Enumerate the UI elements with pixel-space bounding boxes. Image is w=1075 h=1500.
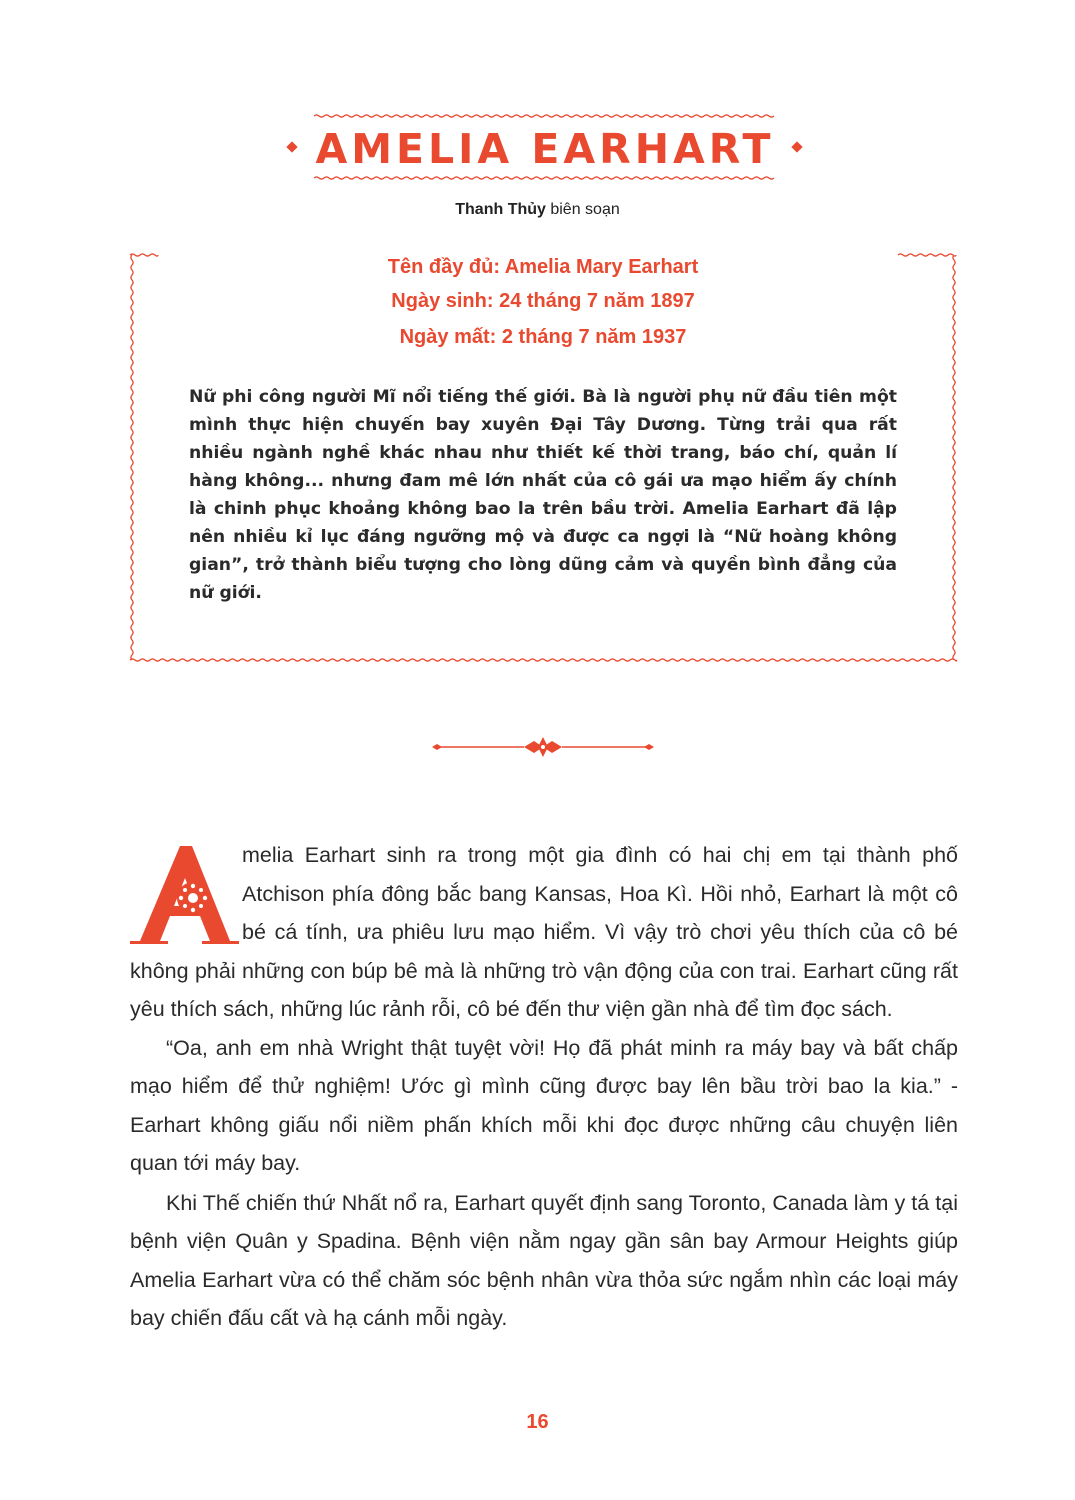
- paragraph: melia Earhart sinh ra trong một gia đình có hai chị em tại thành phố Atchison phía đông bắc bang Kansas, Hoa Kì. Hồi nhỏ, Earhart là một cô bé cá tính, ưa phiêu lưu mạo hiểm. Vì vậy trò chơi yêu thích của cô bé không phải những con búp bê mà là những trò vận động của con trai. Earhart cũng rất yêu thích sách, những lúc rảnh rỗi, cô bé đến thư viện gần nhà để tìm đọc sách.: [130, 843, 958, 1021]
- death-date: Ngày mất: 2 tháng 7 năm 1937: [399, 326, 687, 348]
- title-block: [280, 112, 810, 184]
- decorative-dropcap-a: [130, 842, 242, 944]
- author-role: biên soạn: [545, 201, 620, 218]
- full-name: Tên đầy đủ: Amelia Mary Earhart: [387, 256, 699, 278]
- page-number: 16: [526, 1411, 549, 1433]
- paragraph: Khi Thế chiến thứ Nhất nổ ra, Earhart quyết định sang Toronto, Canada làm y tá tại bệnh viện Quân y Spadina. Bệnh viện nằm ngay gần sân bay Armour Heights giúp Amelia Earhart vừa có thể chăm sóc bệnh nhân vừa thỏa sức ngắm nhìn các loại máy bay chiến đấu cất và hạ cánh mỗi ngày.: [130, 1190, 958, 1330]
- intro-summary: Nữ phi công người Mĩ nổi tiếng thế giới. Bà là người phụ nữ đầu tiên một mình thực hiện chuyến bay xuyên Đại Tây Dương. Từng trải qua rất nhiều ngành nghề khác nhau như thiết kế thời trang, báo chí, quản lí hàng không... nhưng đam mê lớn nhất của cô gái ưa mạo hiểm ấy chính là chinh phục khoảng không bao la trên bầu trời. Amelia Earhart đã lập nên nhiều kỉ lục đáng ngưỡng mộ và được ca ngợi là “Nữ hoàng không gian”, trở thành biểu tượng cho lòng dũng cảm và quyền bình đẳng của nữ giới.: [189, 387, 897, 603]
- author-credit: [0, 201, 1075, 219]
- author-name: Thanh Thủy: [455, 201, 546, 218]
- birth-date: Ngày sinh: 24 tháng 7 năm 1897: [391, 290, 695, 312]
- page-title: AMELIA EARHART: [315, 125, 775, 173]
- article-body: [130, 836, 958, 1338]
- ornamental-divider-icon: [432, 736, 654, 758]
- key-facts: [128, 250, 958, 354]
- info-box: [128, 250, 958, 666]
- paragraph: “Oa, anh em nhà Wright thật tuyệt vời! Họ đã phát minh ra máy bay và bất chấp mạo hiểm để thử nghiệm! Ước gì mình cũng được bay lên bầu trời bao la kia.” - Earhart không giấu nổi niềm phấn khích mỗi khi đọc được những câu chuyện liên quan tới máy bay.: [130, 1035, 958, 1175]
